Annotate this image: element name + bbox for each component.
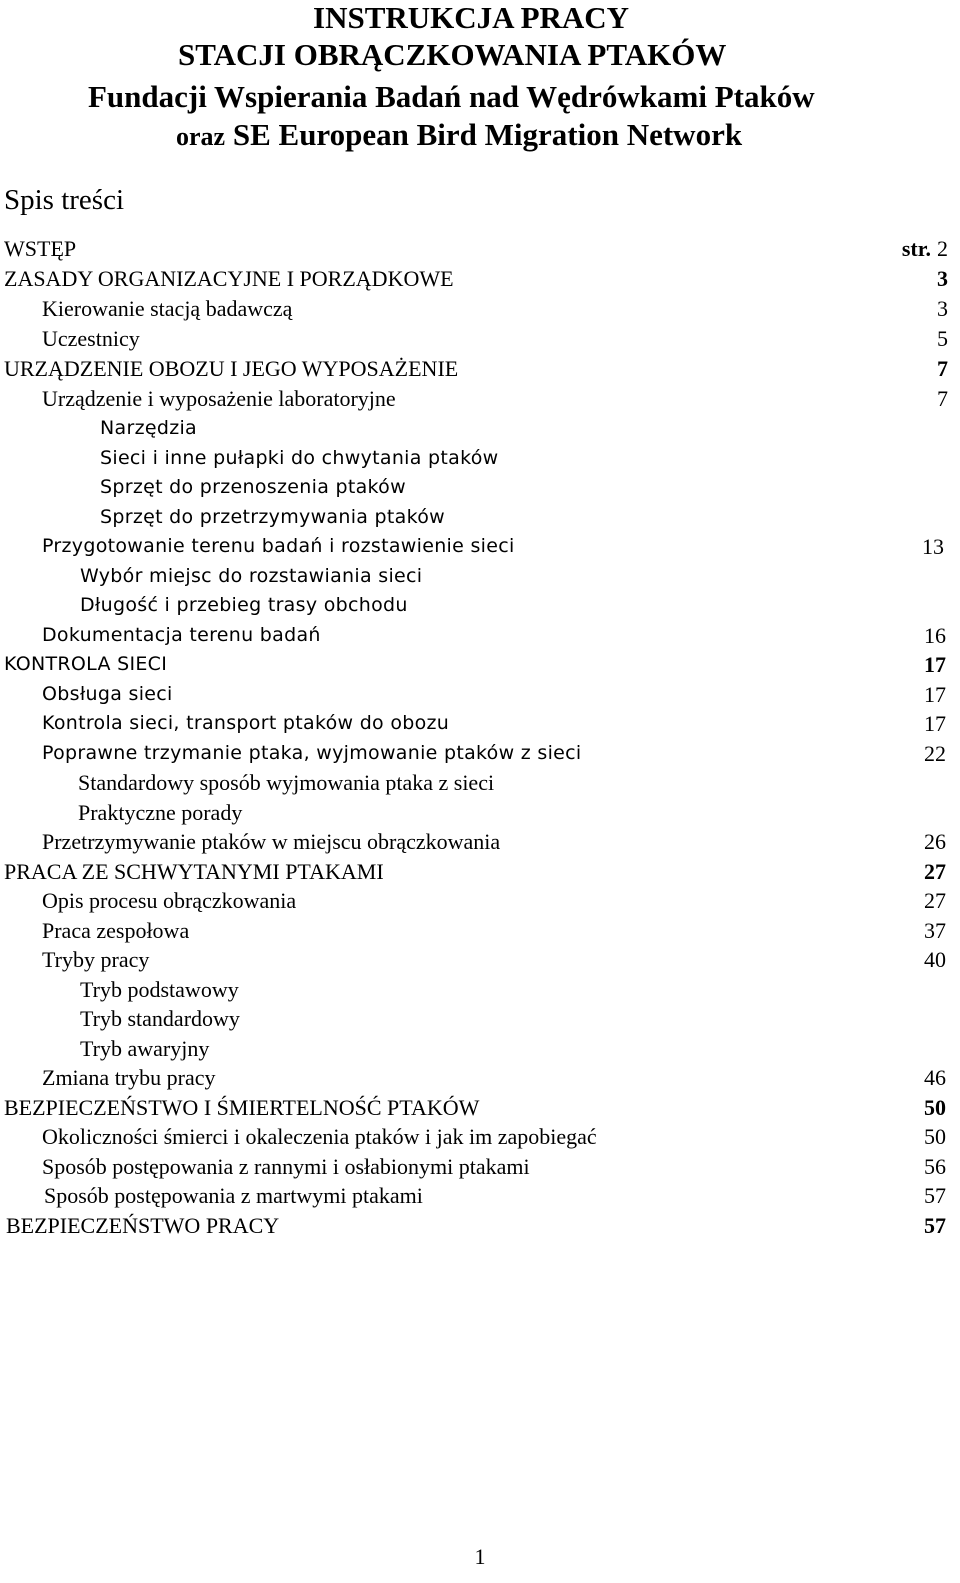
toc-entry <box>0 1211 952 1240</box>
toc-page-number: 2 <box>937 236 948 261</box>
toc-entry-label: Tryby pracy <box>42 947 150 972</box>
toc-entry-label: Obsługa sieci <box>42 683 173 705</box>
toc-entry-label: Narzędzia <box>100 417 197 439</box>
toc-entry <box>0 916 952 945</box>
toc-entry-page: 7 <box>937 386 948 411</box>
toc-entry-label: Praca zespołowa <box>42 918 190 943</box>
title-line-2: STACJI OBRĄCZKOWANIA PTAKÓW <box>178 37 727 72</box>
toc-entry-label: URZĄDZENIE OBOZU I JEGO WYPOSAŻENIE <box>4 356 459 381</box>
toc-entry <box>0 384 952 413</box>
title-line-4-main: SE European Bird Migration Network <box>232 117 743 152</box>
toc-entry <box>0 1152 952 1181</box>
toc-entry <box>0 739 952 768</box>
toc-entry <box>0 827 952 856</box>
toc-entry-page: 16 <box>924 623 946 648</box>
toc-entry <box>0 945 952 974</box>
toc-entry <box>0 473 952 502</box>
toc-entry-page: 17 <box>924 682 946 707</box>
toc-entry-label: Uczestnicy <box>42 326 140 351</box>
toc-entry-label: Długość i przebieg trasy obchodu <box>80 594 408 616</box>
toc-entry <box>0 324 952 353</box>
toc-heading: Spis treści <box>4 184 125 216</box>
toc-entry-page: 7 <box>937 356 948 381</box>
toc-entry <box>0 1093 952 1122</box>
toc-entry <box>0 857 952 886</box>
toc-entry-label: Poprawne trzymanie ptaka, wyjmowanie ptaków z sieci <box>42 742 582 764</box>
toc-entry-page: 50 <box>924 1124 946 1149</box>
toc-entry-label: Sprzęt do przetrzymywania ptaków <box>100 506 446 528</box>
toc-entry-label: Sposób postępowania z rannymi i osłabionymi ptakami <box>42 1154 530 1179</box>
toc-entry-page: 3 <box>937 266 948 291</box>
toc-entry <box>0 414 952 443</box>
toc-entry-label: BEZPIECZEŃSTWO I ŚMIERTELNOŚĆ PTAKÓW <box>4 1095 480 1120</box>
toc-entry <box>0 354 952 383</box>
toc-entry-label: Zmiana trybu pracy <box>42 1065 216 1090</box>
toc-entry-label: Sprzęt do przenoszenia ptaków <box>100 476 406 498</box>
title-line-1: INSTRUKCJA PRACY <box>313 0 630 35</box>
toc-page-prefix: str. <box>901 236 931 261</box>
toc-entry-page: 13 <box>922 534 944 559</box>
toc-entry-label: Przetrzymywanie ptaków w miejscu obrączkowania <box>42 829 501 854</box>
toc-entry-label: ZASADY ORGANIZACYJNE I PORZĄDKOWE <box>4 266 454 291</box>
toc-entry-label: WSTĘP <box>4 236 77 261</box>
toc-entry-label: Urządzenie i wyposażenie laboratoryjne <box>42 386 396 411</box>
toc-entry <box>0 975 952 1004</box>
toc-entry <box>0 1122 952 1151</box>
toc-entry-page: 3 <box>937 296 948 321</box>
toc-entry <box>0 650 952 679</box>
toc-entry <box>0 591 952 620</box>
toc-entry <box>0 503 952 532</box>
toc-entry-label: Kierowanie stacją badawczą <box>42 296 293 321</box>
toc-entry-label: Sieci i inne pułapki do chwytania ptaków <box>100 447 499 469</box>
toc-entry <box>0 1181 952 1210</box>
toc-entry <box>0 798 952 827</box>
toc-entry <box>0 1034 952 1063</box>
toc-entry-label: Tryb standardowy <box>80 1006 240 1031</box>
toc-entry <box>0 680 952 709</box>
toc-entry-page: 17 <box>924 711 946 736</box>
toc-entry-page: 5 <box>937 326 948 351</box>
toc-entry-label: KONTROLA SIECI <box>4 653 168 675</box>
toc-entry-label: Praktyczne porady <box>78 800 243 825</box>
toc-entry-label: Okoliczności śmierci i okaleczenia ptaków i jak im zapobiegać <box>42 1124 597 1149</box>
toc-entry <box>0 709 952 738</box>
title-line-4-prefix: oraz <box>176 122 226 151</box>
toc-entry <box>0 768 952 797</box>
toc-entry-label: PRACA ZE SCHWYTANYMI PTAKAMI <box>4 859 384 884</box>
toc-entry-page <box>902 234 948 263</box>
toc-entry-page: 57 <box>924 1183 946 1208</box>
toc-entry <box>0 1063 952 1092</box>
toc-entry <box>0 886 952 915</box>
toc-entry-label: Standardowy sposób wyjmowania ptaka z sieci <box>78 770 495 795</box>
toc-entry-page: 22 <box>924 741 946 766</box>
toc-entry <box>0 621 952 650</box>
toc-entry-page: 56 <box>924 1154 946 1179</box>
toc-entry <box>0 444 952 473</box>
toc-entry <box>0 562 952 591</box>
toc-entry <box>0 264 952 293</box>
toc-entry-label: Tryb podstawowy <box>80 977 239 1002</box>
toc-entry-page: 37 <box>924 918 946 943</box>
toc-entry-page: 27 <box>924 888 946 913</box>
toc-entry <box>0 234 952 263</box>
title-line-4 <box>176 117 742 155</box>
toc-entry-label: Tryb awaryjny <box>80 1036 210 1061</box>
toc-entry-label: Opis procesu obrączkowania <box>42 888 297 913</box>
toc-entry <box>0 294 952 323</box>
page-number: 1 <box>474 1544 486 1569</box>
toc-entry-label: Przygotowanie terenu badań i rozstawienie sieci <box>42 535 515 557</box>
toc-entry-label: Kontrola sieci, transport ptaków do obozu <box>42 712 450 734</box>
toc-entry-page: 27 <box>924 859 946 884</box>
toc-entry-page: 17 <box>924 652 946 677</box>
toc-entry-label: Wybór miejsc do rozstawiania sieci <box>80 565 423 587</box>
toc-entry-label: Sposób postępowania z martwymi ptakami <box>44 1183 423 1208</box>
toc-entry <box>0 532 952 561</box>
toc-entry-label: Dokumentacja terenu badań <box>42 624 321 646</box>
toc-entry-page: 50 <box>924 1095 946 1120</box>
toc-entry-page: 57 <box>924 1213 946 1238</box>
toc-entry-page: 40 <box>924 947 946 972</box>
toc-entry <box>0 1004 952 1033</box>
toc-entry-page: 46 <box>924 1065 946 1090</box>
toc-entry-page: 26 <box>924 829 946 854</box>
toc-entry-label: BEZPIECZEŃSTWO PRACY <box>6 1213 280 1238</box>
title-line-3: Fundacji Wspierania Badań nad Wędrówkami Ptaków <box>88 79 815 114</box>
